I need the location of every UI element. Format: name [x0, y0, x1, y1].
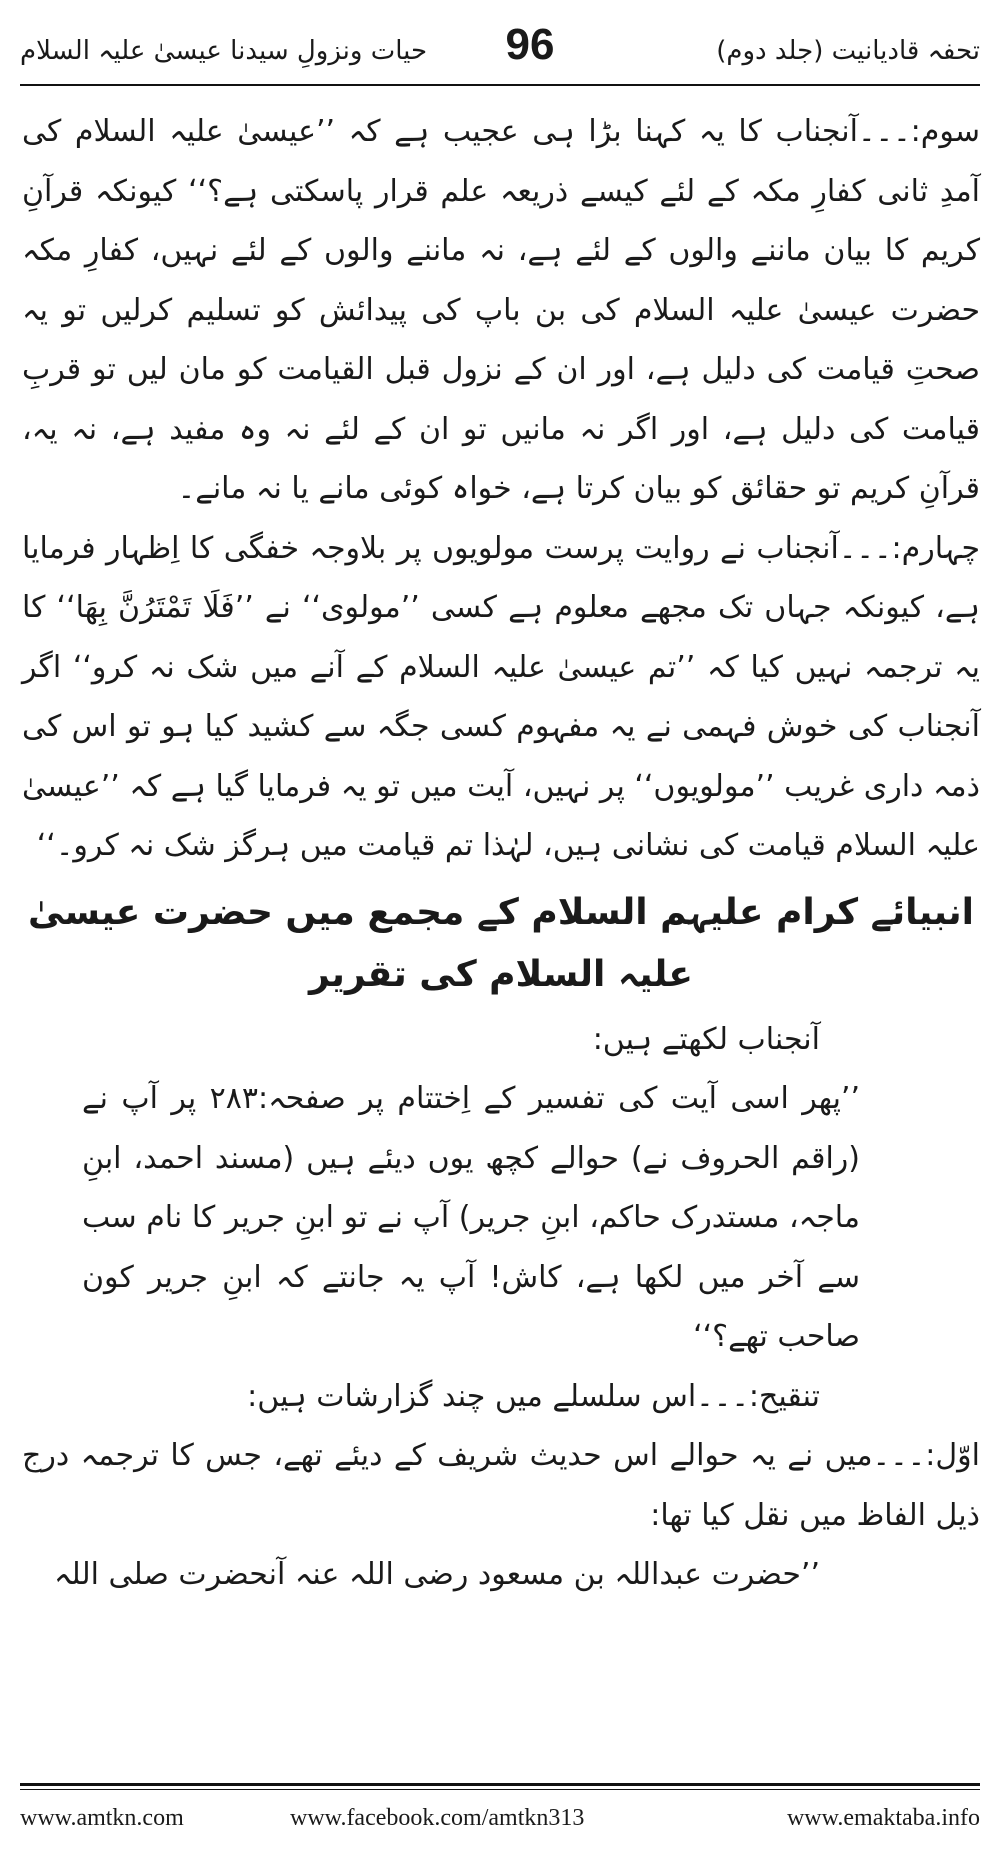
- footer-link-facebook[interactable]: www.facebook.com/amtkn313: [290, 1805, 585, 1831]
- footer-divider-thick: [20, 1783, 980, 1786]
- paragraph-third: سوم:۔۔۔آنجناب کا یہ کہنا بڑا ہی عجیب ہے کہ ’’عیسیٰ علیہ السلام کی آمدِ ثانی کفارِ مکہ کے لئے کیسے ذریعہ علم قرار پاسکتی ہے؟‘‘ کیونکہ قرآنِ کریم کا بیان ماننے والوں کے لئے ہے، نہ ماننے والوں کے لئے نہیں، کفارِ مکہ حضرت عیسیٰ علیہ السلام کی بن باپ کی پیدائش کو تسلیم کرلیں تو یہ صحتِ قیامت کی دلیل ہے، اور ان کے نزول قبل القیامت کو مان لیں تو قربِ قیامت کی دلیل ہے، اور اگر نہ مانیں تو ان کے لئے نہ وہ مفید ہے، نہ یہ، قرآنِ کریم تو حقائق کو بیان کرتا ہے، خواہ کوئی مانے یا نہ مانے۔: [22, 114, 980, 506]
- book-title: تحفہ قادیانیت (جلد دوم): [716, 36, 980, 66]
- hadith-opening: ’’حضرت عبداللہ بن مسعود رضی اللہ عنہ آنحضرت صلی اللہ: [53, 1557, 820, 1592]
- tanqih-line: تنقیح:۔۔۔اس سلسلے میں چند گزارشات ہیں:: [247, 1378, 820, 1414]
- page-header: [20, 18, 980, 88]
- paragraph-fourth: چہارم:۔۔۔آنجناب نے روایت پرست مولویوں پر بلاوجہ خفگی کا اِظہار فرمایا ہے، کیونکہ جہاں تک مجھے معلوم ہے کسی ’’مولوی‘‘ نے ’’فَلَا تَمْتَرُنَّ بِهَا‘‘ کا یہ ترجمہ نہیں کیا کہ ’’تم عیسیٰ علیہ السلام کے آنے میں شک نہ کرو‘‘ اگر آنجناب کی خوش فہمی نے یہ مفہوم کسی جگہ سے کشید کیا ہو تو اس کی ذمہ داری غریب ’’مولویوں‘‘ پر نہیں، آیت میں تو یہ فرمایا گیا ہے کہ ’’عیسیٰ علیہ السلام قیامت کی نشانی ہیں، لہٰذا تم قیامت میں ہرگز شک نہ کرو۔‘‘: [22, 530, 980, 863]
- paragraph-first: اوّل:۔۔۔میں نے یہ حوالے اس حدیث شریف کے دیئے تھے، جس کا ترجمہ درج ذیل الفاظ میں نقل کیا تھا:: [22, 1438, 980, 1533]
- page-footer: [20, 1797, 980, 1837]
- chapter-title: حیات ونزولِ سیدنا عیسیٰ علیہ السلام: [20, 36, 428, 66]
- section-heading: انبیائے کرام علیہم السلام کے مجمع میں حضرت عیسیٰ علیہ السلام کی تقریر: [28, 891, 974, 995]
- footer-link-amtkn[interactable]: www.amtkn.com: [20, 1805, 184, 1831]
- header-divider: [20, 84, 980, 86]
- footer-divider-thin: [20, 1789, 980, 1790]
- page-body: [22, 102, 980, 1605]
- writes-label: آنجناب لکھتے ہیں:: [592, 1021, 820, 1057]
- block-quote: ’’پھر اسی آیت کی تفسیر کے اِختتام پر صفحہ:۲۸۳ پر آپ نے (راقم الحروف نے) حوالے کچھ یوں دیئے ہیں (مسند احمد، ابنِ ماجہ، مستدرک حاکم، ابنِ جریر) آپ نے تو ابنِ جریر کا نام سب سے آخر میں لکھا ہے، کاش! آپ یہ جانتے کہ ابنِ جریر کون صاحب تھے؟‘‘: [82, 1081, 861, 1354]
- footer-link-emaktaba[interactable]: www.emaktaba.info: [786, 1805, 980, 1831]
- page-number: 96: [505, 20, 555, 69]
